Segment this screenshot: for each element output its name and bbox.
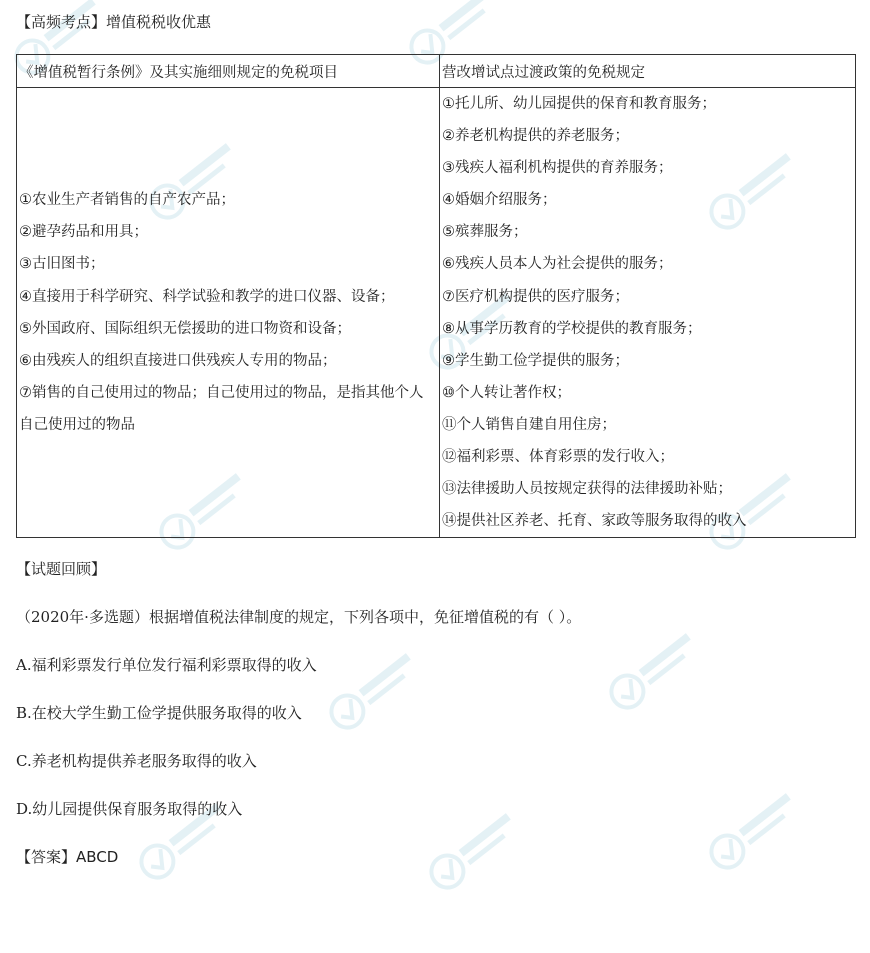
list-item: ①农业生产者销售的自产农产品； [19, 192, 235, 209]
list-item: ⑤殡葬服务； [442, 224, 528, 241]
option-c: C.养老机构提供养老服务取得的收入 [16, 752, 257, 770]
review-heading: 【试题回顾】 [16, 560, 107, 578]
answer-text: 【答案】ABCD [16, 848, 119, 866]
right-items-cell [440, 88, 856, 538]
list-item: ④婚姻介绍服务； [442, 192, 557, 209]
list-item: ⑭提供社区养老、托育、家政等服务取得的收入 [442, 513, 747, 530]
watermark-logo-icon [593, 612, 717, 727]
watermark-logo-icon [413, 792, 537, 907]
option-a: A.福利彩票发行单位发行福利彩票取得的收入 [16, 656, 317, 674]
list-item: ⑪个人销售自建自用住房； [442, 416, 616, 433]
list-item: ⑦医疗机构提供的医疗服务； [442, 288, 629, 305]
question-text: （2020年·多选题）根据增值税法律制度的规定，下列各项中，免征增值税的有（ ）。 [16, 608, 582, 626]
option-b: B.在校大学生勤工俭学提供服务取得的收入 [16, 704, 302, 722]
topic-heading: 【高频考点】增值税税收优惠 [16, 13, 212, 31]
table-header-row [17, 55, 856, 88]
list-item: ⑩个人转让著作权； [442, 384, 571, 401]
option-d: D.幼儿园提供保育服务取得的收入 [16, 800, 243, 818]
list-item: ⑧从事学历教育的学校提供的教育服务； [442, 320, 702, 337]
table-header-left: 《增值税暂行条例》及其实施细则规定的免税项目 [17, 55, 440, 88]
left-items-cell [17, 88, 440, 538]
table-header-right: 营改增试点过渡政策的免税规定 [440, 55, 856, 88]
tax-exemption-table [16, 54, 856, 538]
watermark-logo-icon [693, 772, 817, 887]
list-item: ⑤外国政府、国际组织无偿援助的进口物资和设备； [19, 320, 351, 337]
table-row [17, 88, 856, 538]
list-item: ②养老机构提供的养老服务； [442, 128, 629, 145]
list-item: ⑥由残疾人的组织直接进口供残疾人专用的物品； [19, 352, 337, 369]
list-item: ⑥残疾人员本人为社会提供的服务； [442, 256, 673, 273]
list-item: ④直接用于科学研究、科学试验和教学的进口仪器、设备； [19, 288, 395, 305]
list-item: ②避孕药品和用具； [19, 224, 148, 241]
list-item: ③残疾人福利机构提供的育养服务； [442, 160, 673, 177]
list-item: ⑨学生勤工俭学提供的服务； [442, 352, 629, 369]
list-item: ⑦销售的自己使用过的物品；自己使用过的物品，是指其他个人自己使用过的物品 [19, 384, 424, 433]
list-item: ⑫福利彩票、体育彩票的发行收入； [442, 449, 674, 466]
list-item: ①托儿所、幼儿园提供的保育和教育服务； [442, 96, 716, 112]
list-item: ③古旧图书； [19, 256, 105, 273]
list-item: ⑬法律援助人员按规定获得的法律援助补贴； [442, 481, 732, 498]
watermark-logo-icon [313, 632, 437, 747]
